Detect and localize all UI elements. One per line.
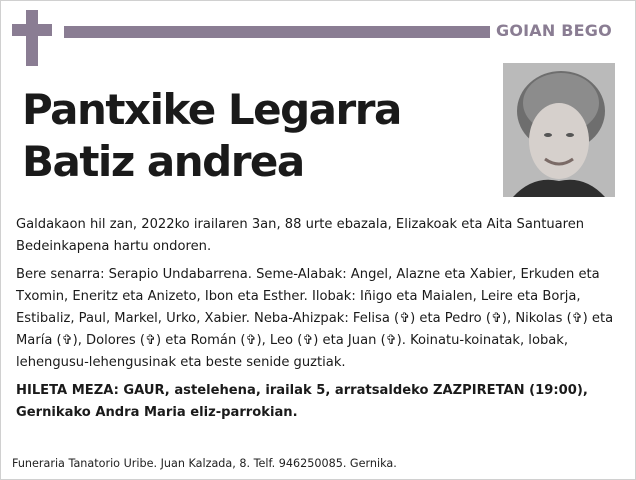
notice-body (16, 214, 628, 430)
deceased-name (22, 84, 492, 188)
family-text: Bere senarra: Serapio Undabarrena. Seme-Alabak: Angel, Alazne eta Xabier, Erkuden eta Txomin, Eneritz eta Anizeto, Ibon eta Esther. Ilobak: Iñigo eta Maialen, Leire eta Borja, Estibaliz, Paul, Markel, Urko, Xabier. Neba-Ahizpak: Felisa (✞) eta Pedro (✞), Nikolas (✞) eta María (✞), Dolores (✞) eta Román (✞), Leo (✞) eta Juan (✞). Koinatu-koinatak, lobak, lehengusu-lehengusinak eta beste senide guztiak. (16, 267, 614, 370)
portrait-photo (503, 63, 615, 197)
portrait-image (503, 63, 615, 197)
section-label: GOIAN BEGO (496, 21, 612, 40)
funeral-mass-text: HILETA MEZA: GAUR, astelehena, irailak 5, arratsaldeko ZAZPIRETAN (19:00), Gernikako Andra Maria eliz-parrokian. (16, 383, 588, 420)
name-line-1: Pantxike Legarra (22, 85, 401, 134)
header-rule (64, 26, 490, 38)
funeral-home-footer: Funeraria Tanatorio Uribe. Juan Kalzada, 8. Telf. 946250085. Gernika. (12, 457, 397, 470)
death-notice-text: Galdakaon hil zan, 2022ko irailaren 3an, 88 urte ebazala, Elizakoak eta Aita Santuaren Bedeinkapena hartu ondoren. (16, 217, 585, 254)
name-line-2: Batiz andrea (22, 137, 304, 186)
cross-icon (12, 10, 52, 66)
